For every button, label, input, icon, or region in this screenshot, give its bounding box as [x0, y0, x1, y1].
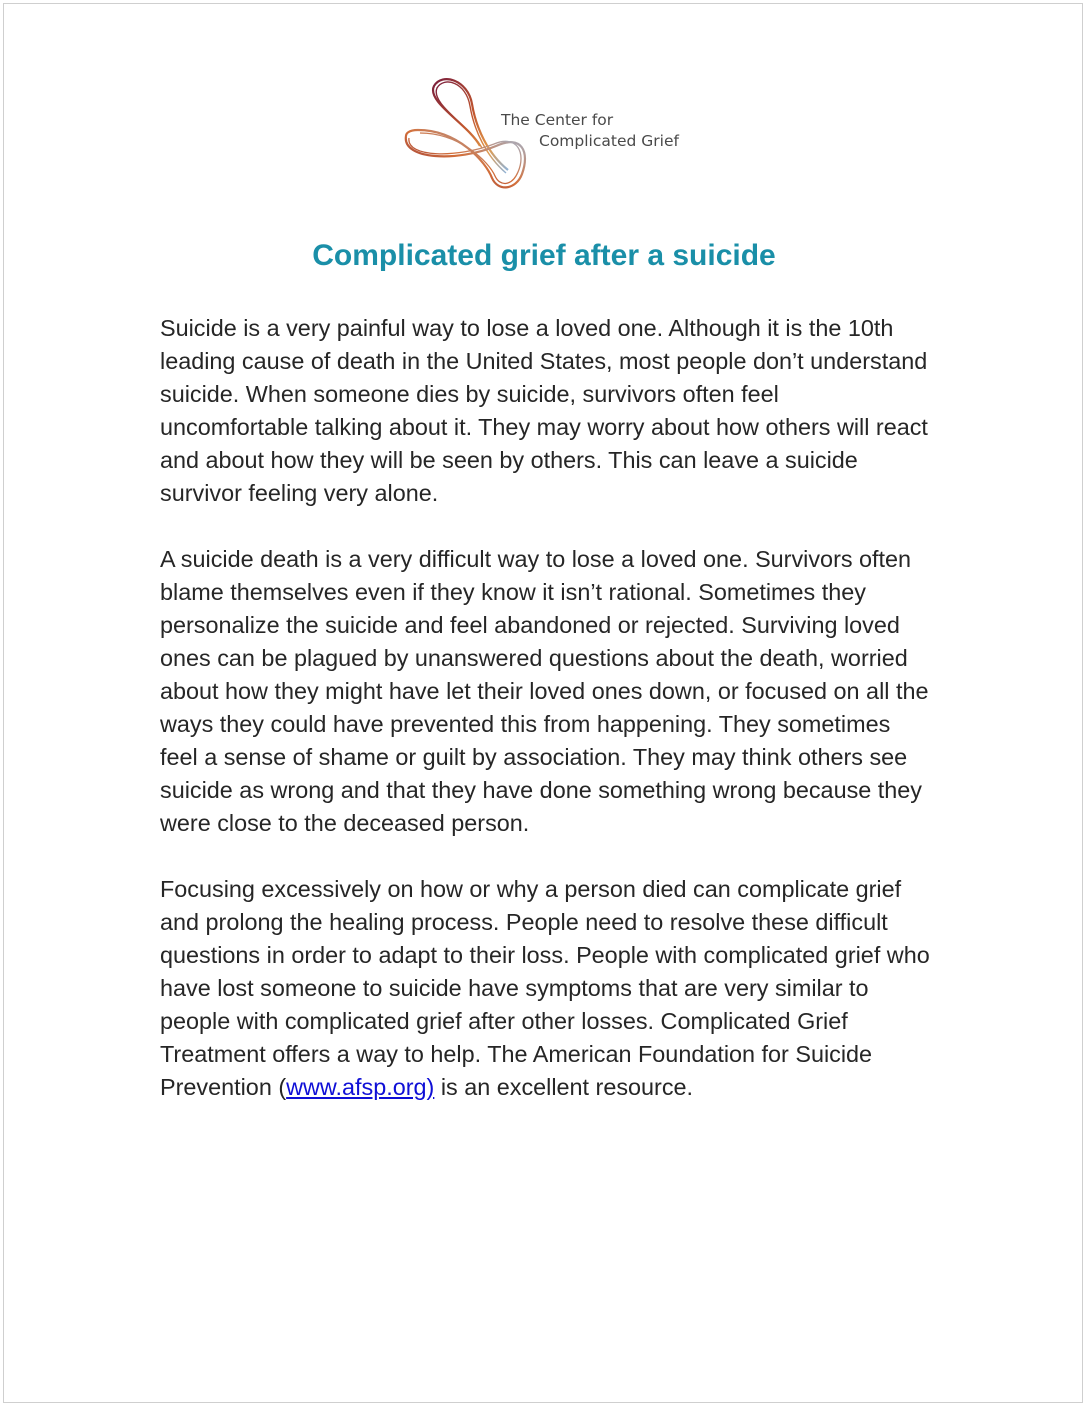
- paragraph-3: [160, 873, 930, 1104]
- paragraph-3-text-after-link: is an excellent resource.: [434, 1074, 694, 1100]
- afsp-link[interactable]: www.afsp.org): [286, 1074, 435, 1100]
- paragraph-2: A suicide death is a very difficult way to lose a loved one. Survivors often blame themselves even if they know it isn’t rational. Sometimes they personalize the suicide and feel abandoned or rejected. Surviving loved ones can be plagued by unanswered questions about the death, worried about how they might have let their loved ones down, or focused on all the ways they could have prevented this from happening. They sometimes feel a sense of shame or guilt by association. They may think others see suicide as wrong and that they have done something wrong because they were close to the deceased person.: [160, 546, 929, 836]
- logo-text-line2: Complicated Grief: [539, 132, 679, 150]
- page-title: Complicated grief after a suicide: [312, 239, 776, 272]
- logo-text-line1: The Center for: [501, 111, 614, 129]
- logo: [398, 74, 698, 198]
- body-text: [160, 312, 930, 1137]
- paragraph-1: Suicide is a very painful way to lose a loved one. Although it is the 10th leading cause of death in the United States, most people don’t understand suicide. When someone dies by suicide, survivors often feel uncomfortable talking about it. They may worry about how others will react and about how they will be seen by others. This can leave a suicide survivor feeling very alone.: [160, 315, 928, 506]
- paragraph-3-text-before-link: Focusing excessively on how or why a person died can complicate grief and prolong the healing process. People need to resolve these difficult questions in order to adapt to their loss. People with complicated grief who have lost someone to suicide have symptoms that are very similar to people with complicated grief after other losses. Complicated Grief Treatment offers a way to help. The American Foundation for Suicide Prevention (: [160, 876, 930, 1100]
- logo-text: [501, 110, 679, 152]
